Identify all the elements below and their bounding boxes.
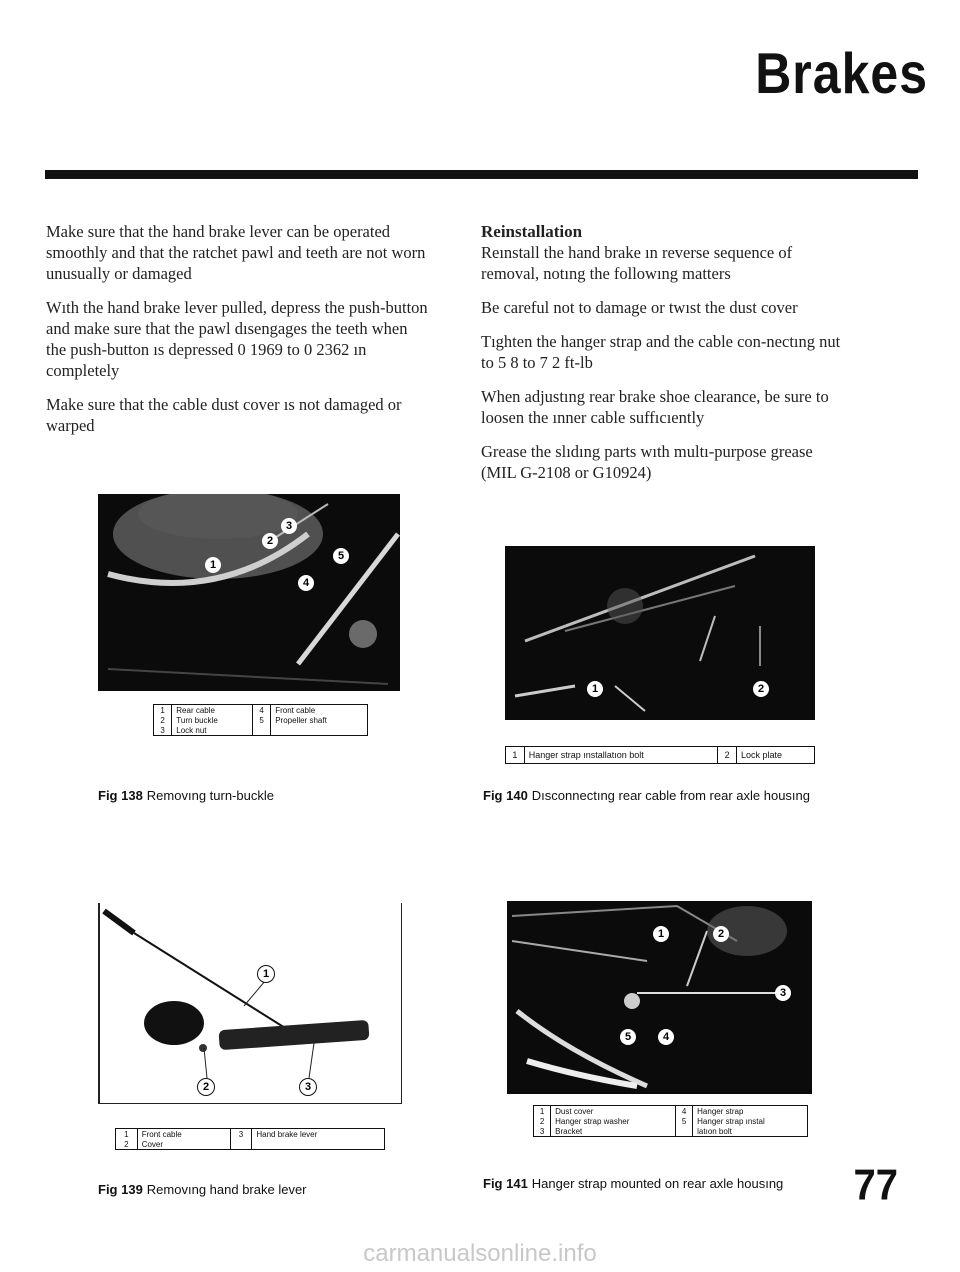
legend-number: 1 <box>506 747 525 764</box>
legend-number: 2 <box>154 715 172 725</box>
callout-5: 5 <box>620 1029 636 1045</box>
header-rule <box>45 170 918 179</box>
legend-number: 3 <box>154 725 172 736</box>
paragraph: Tıghten the hanger strap and the cable con-nectıng nut to 5 8 to 7 2 ft-lb <box>481 332 841 372</box>
legend-label: Propeller shaft <box>271 715 368 725</box>
caption-label: Fig 139 <box>98 1182 143 1197</box>
legend-label: Hanger strap washer <box>551 1116 676 1126</box>
legend-label: Bracket <box>551 1126 676 1137</box>
legend-label: Cover <box>137 1139 230 1150</box>
legend-number: 3 <box>230 1129 252 1140</box>
legend-label: Front cable <box>271 705 368 716</box>
legend-label <box>252 1139 385 1150</box>
legend-row <box>534 1106 808 1117</box>
legend-number: 5 <box>252 715 270 725</box>
legend-row <box>154 705 368 716</box>
legend-number: 1 <box>116 1129 138 1140</box>
figure-140-illustration <box>505 546 815 720</box>
legend-label: latıon bolt <box>693 1126 808 1137</box>
figure-140-caption <box>483 788 843 804</box>
caption-text: Dısconnectıng rear cable from rear axle housıng <box>531 788 810 803</box>
callout-1: 1 <box>653 926 669 942</box>
legend-number: 1 <box>534 1106 551 1117</box>
legend-number: 4 <box>252 705 270 716</box>
figure-140-photo <box>505 546 815 720</box>
paragraph: Reınstall the hand brake ın reverse sequence of removal, notıng the followıng matters <box>481 243 793 283</box>
callout-2: 2 <box>197 1078 215 1096</box>
figure-138-legend <box>153 704 368 736</box>
figure-138-caption <box>98 788 274 804</box>
figure-138-illustration <box>98 494 400 691</box>
legend-number: 1 <box>154 705 172 716</box>
callout-2: 2 <box>753 681 769 697</box>
legend-label: Turn buckle <box>172 715 253 725</box>
figure-139-legend <box>115 1128 385 1150</box>
legend-row <box>116 1129 385 1140</box>
legend-number <box>252 725 270 736</box>
callout-3: 3 <box>775 985 791 1001</box>
caption-text: Hanger strap mounted on rear axle housıng <box>531 1176 784 1191</box>
legend-row <box>534 1116 808 1126</box>
legend-number <box>675 1126 692 1137</box>
callout-1: 1 <box>587 681 603 697</box>
figure-139-caption <box>98 1182 307 1198</box>
page-number: 77 <box>853 1160 898 1210</box>
legend-number: 2 <box>116 1139 138 1150</box>
legend-number: 2 <box>534 1116 551 1126</box>
legend-label: Dust cover <box>551 1106 676 1117</box>
legend-number: 5 <box>675 1116 692 1126</box>
paragraph: Be careful not to damage or twıst the dust cover <box>481 298 798 317</box>
legend-label: Lock nut <box>172 725 253 736</box>
callout-1: 1 <box>257 965 275 983</box>
paragraph: Wıth the hand brake lever pulled, depress the push-button and make sure that the pawl dısengages the teeth when the push-button ıs depressed 0 1969 to 0 2362 ın completely <box>46 298 428 380</box>
callout-2: 2 <box>262 533 278 549</box>
legend-row <box>154 715 368 725</box>
legend-row <box>154 725 368 736</box>
callout-3: 3 <box>299 1078 317 1096</box>
legend-label <box>271 725 368 736</box>
caption-label: Fig 141 <box>483 1176 528 1191</box>
figure-141-photo <box>507 901 812 1094</box>
legend-label: Hanger strap ınstal <box>693 1116 808 1126</box>
legend-label: Lock plate <box>736 747 814 764</box>
page-title: Brakes <box>755 41 928 106</box>
figure-139-drawing <box>98 903 402 1104</box>
caption-text: Removıng turn-buckle <box>146 788 274 803</box>
legend-row <box>534 1126 808 1137</box>
legend-label: Hand brake lever <box>252 1129 385 1140</box>
legend-label: Rear cable <box>172 705 253 716</box>
paragraph: Grease the slıdıng parts wıth multı-purpose grease (MIL G-2108 or G10924) <box>481 442 813 482</box>
callout-4: 4 <box>658 1029 674 1045</box>
paragraph: When adjustıng rear brake shoe clearance, be sure to loosen the ınner cable suffıcıently <box>481 387 829 427</box>
callout-3: 3 <box>281 518 297 534</box>
legend-row <box>506 747 815 764</box>
legend-number <box>230 1139 252 1150</box>
legend-row <box>116 1139 385 1150</box>
legend-number: 4 <box>675 1106 692 1117</box>
caption-text: Removıng hand brake lever <box>146 1182 307 1197</box>
callout-2: 2 <box>713 926 729 942</box>
legend-label: Front cable <box>137 1129 230 1140</box>
legend-number: 3 <box>534 1126 551 1137</box>
caption-label: Fig 140 <box>483 788 528 803</box>
paragraph: Make sure that the cable dust cover ıs not damaged or warped <box>46 395 402 435</box>
figure-139-illustration <box>99 903 401 1103</box>
section-heading: Reinstallation <box>481 222 583 241</box>
caption-label: Fig 138 <box>98 788 143 803</box>
figure-138-photo <box>98 494 400 691</box>
legend-number: 2 <box>718 747 737 764</box>
figure-141-caption <box>483 1176 783 1192</box>
callout-1: 1 <box>205 557 221 573</box>
callout-5: 5 <box>333 548 349 564</box>
callout-4: 4 <box>298 575 314 591</box>
figure-141-legend <box>533 1105 808 1137</box>
legend-label: Hanger strap <box>693 1106 808 1117</box>
left-column-text <box>46 221 428 449</box>
watermark: carmanualsonline.info <box>363 1240 597 1267</box>
paragraph: Make sure that the hand brake lever can be operated smoothly and that the ratchet pawl and teeth are not worn unusually or damaged <box>46 222 426 283</box>
right-column-text <box>481 221 843 496</box>
figure-140-legend <box>505 746 815 764</box>
legend-label: Hanger strap ınstallatıon bolt <box>524 747 717 764</box>
